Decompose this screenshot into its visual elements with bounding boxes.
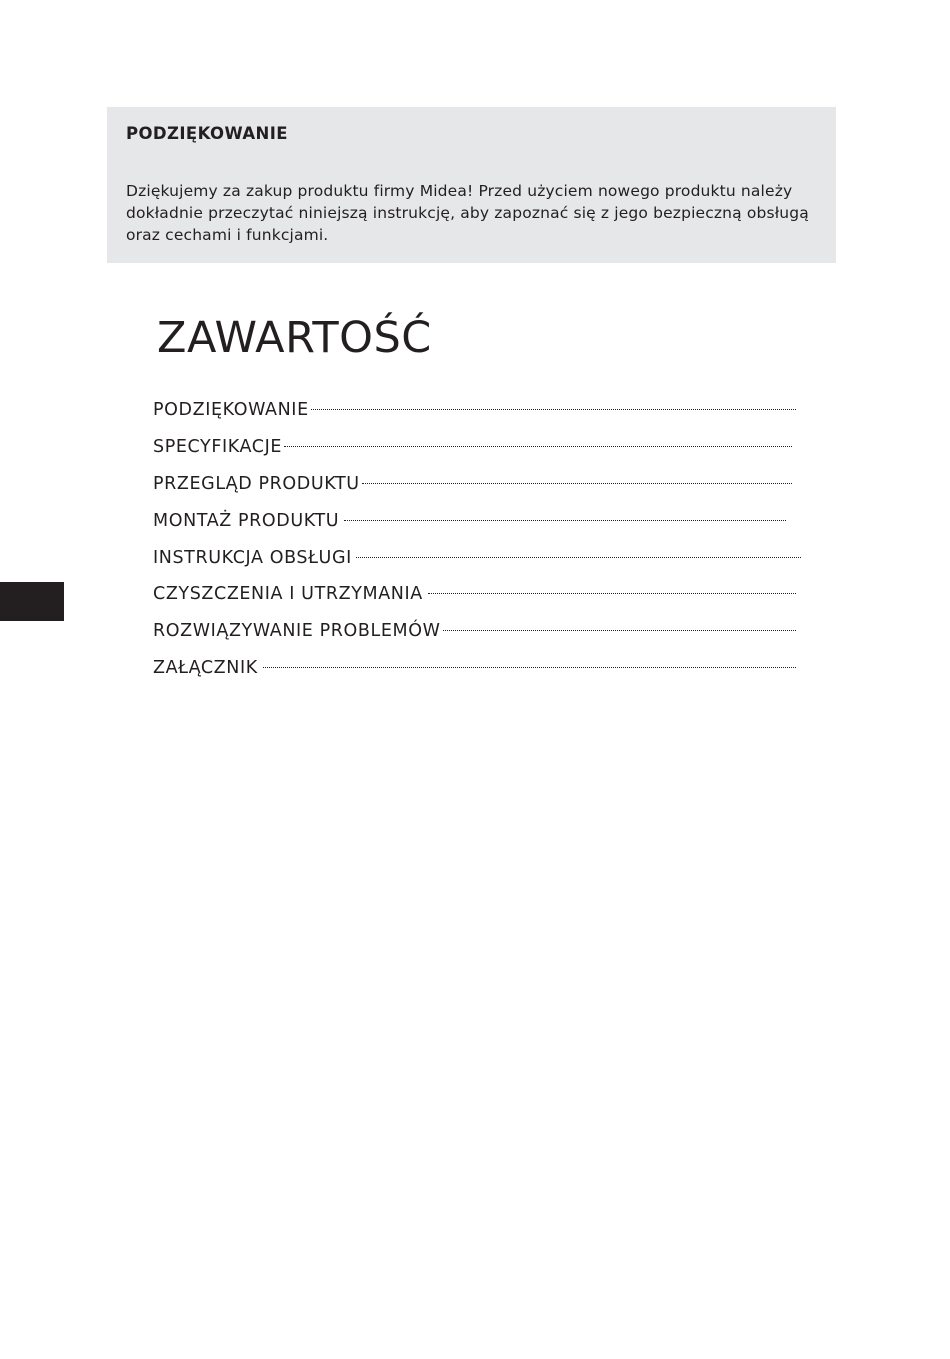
- toc-item-product-overview[interactable]: [153, 470, 803, 507]
- thanks-title: PODZIĘKOWANIE: [126, 124, 288, 143]
- toc-item-label: ROZWIĄZYWANIE PROBLEMÓW: [153, 621, 441, 642]
- toc-dot-leader: [428, 593, 796, 594]
- toc-item-appendix[interactable]: [153, 654, 803, 691]
- toc-dot-leader: [356, 557, 801, 558]
- toc-item-specifications[interactable]: [153, 433, 803, 470]
- toc-item-cleaning-maintenance[interactable]: [153, 580, 803, 617]
- toc-item-label: INSTRUKCJA OBSŁUGI: [153, 547, 352, 568]
- toc-item-label: SPECYFIKACJE: [153, 436, 283, 457]
- toc-dot-leader: [362, 483, 792, 484]
- section-side-tab: [0, 582, 64, 621]
- toc-dot-leader: [344, 520, 786, 521]
- toc-dot-leader: [284, 446, 792, 447]
- thanks-box: [107, 107, 836, 263]
- toc-dot-leader: [263, 667, 796, 668]
- toc-item-product-installation[interactable]: [153, 507, 803, 544]
- thanks-text: Dziękujemy za zakup produktu firmy Midea! Przed użyciem nowego produktu należy dokładnie przeczytać niniejszą instrukcję, aby zapoznać się z jego bezpieczną obsługą oraz cechami i funkcjami.: [126, 182, 809, 244]
- toc-item-operating-instructions[interactable]: [153, 544, 803, 581]
- toc-item-label: PRZEGLĄD PRODUKTU: [153, 473, 360, 494]
- toc-dot-leader: [311, 409, 796, 410]
- toc-item-label: ZAŁĄCZNIK: [153, 658, 258, 679]
- table-of-contents: [153, 396, 803, 691]
- contents-title: ZAWARTOŚĆ: [157, 313, 432, 363]
- toc-item-thanks[interactable]: [153, 396, 803, 433]
- toc-item-label: CZYSZCZENIA I UTRZYMANIA: [153, 584, 423, 605]
- toc-item-troubleshooting[interactable]: [153, 617, 803, 654]
- toc-item-label: PODZIĘKOWANIE: [153, 400, 309, 420]
- toc-item-label: MONTAŻ PRODUKTU: [153, 510, 340, 531]
- toc-dot-leader: [443, 630, 796, 631]
